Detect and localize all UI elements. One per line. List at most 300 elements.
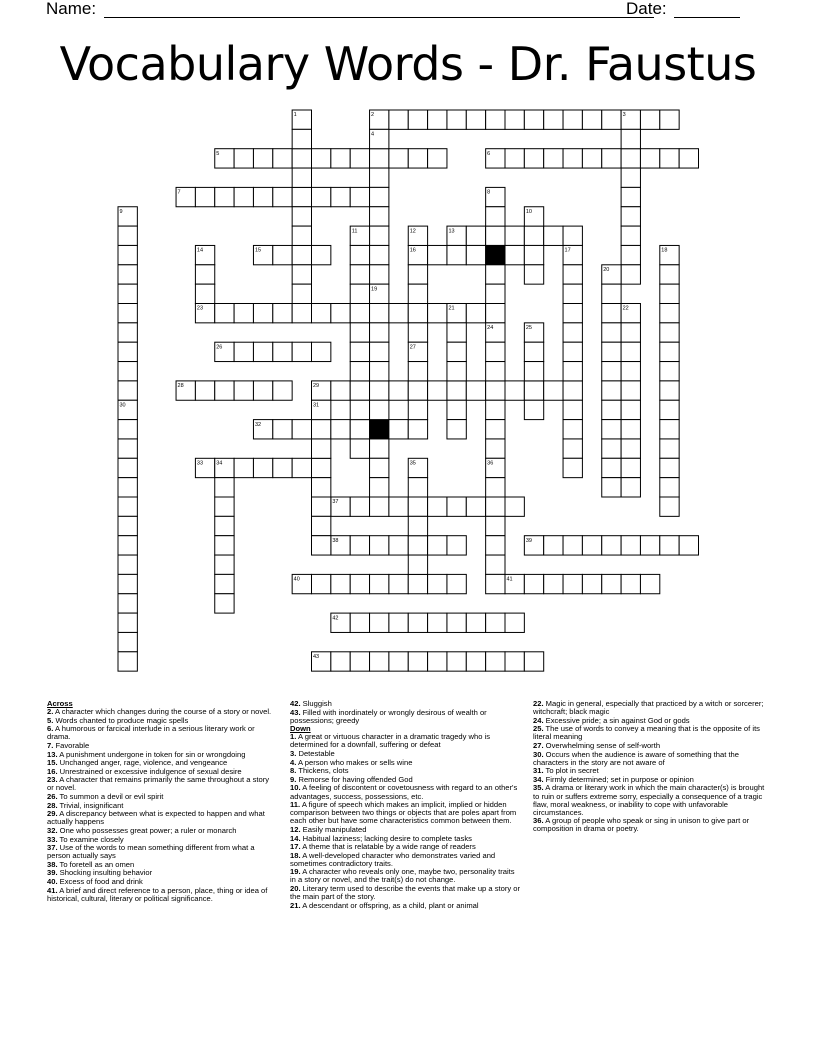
crossword-cell[interactable] — [215, 536, 234, 555]
crossword-cell[interactable] — [602, 458, 621, 477]
crossword-cell[interactable] — [602, 323, 621, 342]
crossword-cell[interactable] — [660, 362, 679, 381]
crossword-cell[interactable] — [370, 381, 389, 400]
crossword-cell[interactable] — [370, 342, 389, 361]
crossword-cell[interactable] — [524, 265, 543, 284]
crossword-cell[interactable] — [486, 497, 505, 516]
crossword-cell[interactable] — [486, 110, 505, 129]
crossword-cell[interactable] — [389, 381, 408, 400]
crossword-cell[interactable] — [505, 613, 524, 632]
crossword-cell[interactable] — [118, 516, 137, 535]
crossword-cell[interactable] — [389, 652, 408, 671]
crossword-cell[interactable] — [195, 187, 214, 206]
crossword-cell[interactable] — [273, 342, 292, 361]
crossword-cell[interactable] — [640, 149, 659, 168]
crossword-cell[interactable] — [602, 478, 621, 497]
crossword-cell[interactable] — [505, 245, 524, 264]
crossword-cell[interactable] — [466, 304, 485, 323]
crossword-cell[interactable] — [118, 555, 137, 574]
crossword-cell[interactable] — [582, 536, 601, 555]
crossword-cell[interactable] — [660, 400, 679, 419]
crossword-cell[interactable] — [408, 536, 427, 555]
crossword-cell[interactable] — [524, 574, 543, 593]
crossword-cell[interactable] — [486, 381, 505, 400]
crossword-cell[interactable] — [428, 536, 447, 555]
crossword-cell[interactable] — [466, 652, 485, 671]
crossword-cell[interactable] — [118, 652, 137, 671]
crossword-cell[interactable] — [563, 536, 582, 555]
crossword-cell[interactable] — [389, 613, 408, 632]
crossword-cell[interactable] — [118, 458, 137, 477]
crossword-cell[interactable] — [350, 497, 369, 516]
crossword-cell[interactable] — [602, 439, 621, 458]
crossword-cell[interactable] — [350, 420, 369, 439]
crossword-cell[interactable] — [621, 226, 640, 245]
crossword-cell[interactable] — [602, 304, 621, 323]
crossword-cell[interactable] — [350, 323, 369, 342]
crossword-cell[interactable] — [486, 226, 505, 245]
crossword-cell[interactable] — [524, 652, 543, 671]
crossword-cell[interactable] — [408, 110, 427, 129]
crossword-cell[interactable] — [292, 265, 311, 284]
crossword-cell[interactable] — [350, 536, 369, 555]
crossword-cell[interactable] — [312, 497, 331, 516]
crossword-cell[interactable] — [621, 245, 640, 264]
crossword-cell[interactable] — [408, 304, 427, 323]
crossword-cell[interactable] — [273, 187, 292, 206]
crossword-cell[interactable] — [660, 304, 679, 323]
crossword-cell[interactable] — [350, 381, 369, 400]
crossword-cell[interactable] — [447, 400, 466, 419]
crossword-cell[interactable] — [582, 149, 601, 168]
crossword-cell[interactable] — [408, 400, 427, 419]
crossword-cell[interactable] — [292, 458, 311, 477]
crossword-cell[interactable] — [312, 536, 331, 555]
crossword-cell[interactable] — [602, 400, 621, 419]
crossword-cell[interactable] — [563, 420, 582, 439]
crossword-cell[interactable] — [370, 536, 389, 555]
crossword-cell[interactable] — [486, 420, 505, 439]
crossword-cell[interactable] — [524, 381, 543, 400]
crossword-cell[interactable] — [118, 497, 137, 516]
crossword-cell[interactable] — [273, 245, 292, 264]
crossword-cell[interactable] — [563, 265, 582, 284]
crossword-cell[interactable] — [621, 187, 640, 206]
crossword-cell[interactable] — [486, 478, 505, 497]
crossword-cell[interactable] — [621, 265, 640, 284]
crossword-cell[interactable] — [370, 362, 389, 381]
crossword-cell[interactable] — [602, 420, 621, 439]
crossword-cell[interactable] — [408, 323, 427, 342]
crossword-cell[interactable] — [350, 613, 369, 632]
crossword-cell[interactable] — [679, 149, 698, 168]
crossword-cell[interactable] — [621, 458, 640, 477]
crossword-cell[interactable] — [563, 362, 582, 381]
crossword-cell[interactable] — [389, 574, 408, 593]
crossword-cell[interactable] — [660, 420, 679, 439]
crossword-cell[interactable] — [389, 110, 408, 129]
crossword-cell[interactable] — [447, 536, 466, 555]
crossword-cell[interactable] — [234, 342, 253, 361]
crossword-cell[interactable] — [331, 304, 350, 323]
crossword-cell[interactable] — [273, 381, 292, 400]
crossword-cell[interactable] — [408, 478, 427, 497]
crossword-cell[interactable] — [215, 574, 234, 593]
crossword-cell[interactable] — [679, 536, 698, 555]
crossword-cell[interactable] — [621, 439, 640, 458]
crossword-cell[interactable] — [253, 149, 272, 168]
crossword-cell[interactable] — [312, 187, 331, 206]
crossword-cell[interactable] — [563, 284, 582, 303]
crossword-cell[interactable] — [486, 284, 505, 303]
crossword-cell[interactable] — [370, 439, 389, 458]
crossword-cell[interactable] — [486, 555, 505, 574]
crossword-cell[interactable] — [563, 458, 582, 477]
crossword-cell[interactable] — [331, 652, 350, 671]
crossword-cell[interactable] — [350, 284, 369, 303]
crossword-cell[interactable] — [486, 207, 505, 226]
crossword-cell[interactable] — [563, 323, 582, 342]
crossword-cell[interactable] — [408, 555, 427, 574]
crossword-cell[interactable] — [428, 110, 447, 129]
crossword-cell[interactable] — [118, 381, 137, 400]
crossword-cell[interactable] — [234, 458, 253, 477]
crossword-cell[interactable] — [544, 110, 563, 129]
crossword-cell[interactable] — [640, 110, 659, 129]
crossword-cell[interactable] — [350, 400, 369, 419]
crossword-cell[interactable] — [486, 613, 505, 632]
crossword-cell[interactable] — [621, 362, 640, 381]
crossword-cell[interactable] — [312, 245, 331, 264]
crossword-cell[interactable] — [292, 245, 311, 264]
crossword-cell[interactable] — [370, 226, 389, 245]
crossword-cell[interactable] — [660, 497, 679, 516]
crossword-cell[interactable] — [118, 226, 137, 245]
crossword-cell[interactable] — [563, 381, 582, 400]
crossword-cell[interactable] — [118, 342, 137, 361]
crossword-cell[interactable] — [486, 400, 505, 419]
crossword-cell[interactable] — [602, 574, 621, 593]
crossword-cell[interactable] — [118, 265, 137, 284]
crossword-cell[interactable] — [544, 574, 563, 593]
crossword-cell[interactable] — [563, 149, 582, 168]
crossword-cell[interactable] — [621, 342, 640, 361]
crossword-cell[interactable] — [505, 226, 524, 245]
crossword-cell[interactable] — [118, 245, 137, 264]
crossword-cell[interactable] — [292, 149, 311, 168]
crossword-cell[interactable] — [486, 536, 505, 555]
crossword-cell[interactable] — [370, 652, 389, 671]
crossword-cell[interactable] — [524, 245, 543, 264]
crossword-cell[interactable] — [253, 381, 272, 400]
crossword-cell[interactable] — [660, 536, 679, 555]
crossword-cell[interactable] — [563, 226, 582, 245]
crossword-cell[interactable] — [215, 497, 234, 516]
crossword-cell[interactable] — [312, 342, 331, 361]
crossword-cell[interactable] — [505, 652, 524, 671]
crossword-cell[interactable] — [660, 342, 679, 361]
crossword-cell[interactable] — [331, 149, 350, 168]
crossword-cell[interactable] — [370, 497, 389, 516]
crossword-cell[interactable] — [660, 458, 679, 477]
crossword-cell[interactable] — [273, 458, 292, 477]
crossword-cell[interactable] — [292, 187, 311, 206]
crossword-cell[interactable] — [118, 632, 137, 651]
crossword-cell[interactable] — [118, 420, 137, 439]
crossword-cell[interactable] — [563, 342, 582, 361]
crossword-cell[interactable] — [640, 536, 659, 555]
crossword-cell[interactable] — [370, 265, 389, 284]
crossword-cell[interactable] — [118, 594, 137, 613]
crossword-cell[interactable] — [602, 536, 621, 555]
crossword-cell[interactable] — [621, 323, 640, 342]
crossword-cell[interactable] — [370, 304, 389, 323]
crossword-cell[interactable] — [524, 342, 543, 361]
crossword-cell[interactable] — [312, 574, 331, 593]
crossword-cell[interactable] — [389, 420, 408, 439]
crossword-cell[interactable] — [602, 284, 621, 303]
crossword-cell[interactable] — [370, 207, 389, 226]
crossword-cell[interactable] — [350, 304, 369, 323]
crossword-cell[interactable] — [215, 304, 234, 323]
crossword-cell[interactable] — [118, 478, 137, 497]
crossword-cell[interactable] — [331, 381, 350, 400]
crossword-cell[interactable] — [389, 149, 408, 168]
crossword-cell[interactable] — [408, 284, 427, 303]
crossword-cell[interactable] — [389, 536, 408, 555]
crossword-cell[interactable] — [312, 304, 331, 323]
crossword-cell[interactable] — [466, 110, 485, 129]
crossword-cell[interactable] — [447, 362, 466, 381]
crossword-cell[interactable] — [292, 420, 311, 439]
crossword-cell[interactable] — [292, 284, 311, 303]
crossword-cell[interactable] — [563, 400, 582, 419]
crossword-cell[interactable] — [544, 381, 563, 400]
crossword-cell[interactable] — [292, 304, 311, 323]
crossword-cell[interactable] — [331, 420, 350, 439]
crossword-cell[interactable] — [370, 458, 389, 477]
crossword-cell[interactable] — [640, 574, 659, 593]
crossword-cell[interactable] — [428, 149, 447, 168]
crossword-cell[interactable] — [118, 536, 137, 555]
crossword-cell[interactable] — [350, 149, 369, 168]
crossword-cell[interactable] — [486, 439, 505, 458]
crossword-cell[interactable] — [524, 149, 543, 168]
crossword-cell[interactable] — [466, 226, 485, 245]
crossword-cell[interactable] — [486, 304, 505, 323]
crossword-cell[interactable] — [621, 168, 640, 187]
crossword-cell[interactable] — [312, 516, 331, 535]
crossword-cell[interactable] — [389, 304, 408, 323]
crossword-cell[interactable] — [118, 323, 137, 342]
crossword-cell[interactable] — [408, 362, 427, 381]
crossword-cell[interactable] — [486, 265, 505, 284]
crossword-cell[interactable] — [292, 226, 311, 245]
crossword-cell[interactable] — [660, 439, 679, 458]
crossword-cell[interactable] — [350, 342, 369, 361]
crossword-cell[interactable] — [563, 304, 582, 323]
crossword-cell[interactable] — [350, 652, 369, 671]
crossword-cell[interactable] — [350, 265, 369, 284]
crossword-cell[interactable] — [195, 265, 214, 284]
crossword-cell[interactable] — [350, 362, 369, 381]
crossword-cell[interactable] — [195, 284, 214, 303]
crossword-cell[interactable] — [486, 362, 505, 381]
crossword-cell[interactable] — [428, 652, 447, 671]
crossword-cell[interactable] — [466, 381, 485, 400]
crossword-cell[interactable] — [253, 304, 272, 323]
crossword-cell[interactable] — [447, 323, 466, 342]
crossword-cell[interactable] — [408, 516, 427, 535]
crossword-cell[interactable] — [505, 149, 524, 168]
crossword-cell[interactable] — [331, 574, 350, 593]
crossword-cell[interactable] — [408, 149, 427, 168]
crossword-cell[interactable] — [602, 149, 621, 168]
crossword-cell[interactable] — [408, 574, 427, 593]
crossword-cell[interactable] — [544, 149, 563, 168]
crossword-cell[interactable] — [563, 439, 582, 458]
crossword-cell[interactable] — [234, 304, 253, 323]
crossword-cell[interactable] — [370, 400, 389, 419]
crossword-cell[interactable] — [370, 187, 389, 206]
crossword-cell[interactable] — [215, 594, 234, 613]
crossword-cell[interactable] — [312, 439, 331, 458]
crossword-cell[interactable] — [428, 497, 447, 516]
crossword-cell[interactable] — [524, 400, 543, 419]
crossword-cell[interactable] — [660, 110, 679, 129]
crossword-cell[interactable] — [660, 478, 679, 497]
crossword-cell[interactable] — [234, 381, 253, 400]
crossword-cell[interactable] — [466, 613, 485, 632]
crossword-cell[interactable] — [660, 149, 679, 168]
crossword-cell[interactable] — [447, 110, 466, 129]
crossword-cell[interactable] — [273, 304, 292, 323]
crossword-cell[interactable] — [370, 149, 389, 168]
crossword-cell[interactable] — [215, 478, 234, 497]
crossword-cell[interactable] — [408, 613, 427, 632]
crossword-cell[interactable] — [447, 574, 466, 593]
crossword-cell[interactable] — [370, 245, 389, 264]
crossword-cell[interactable] — [428, 381, 447, 400]
crossword-cell[interactable] — [621, 400, 640, 419]
crossword-cell[interactable] — [292, 207, 311, 226]
crossword-cell[interactable] — [312, 458, 331, 477]
crossword-cell[interactable] — [505, 497, 524, 516]
crossword-cell[interactable] — [486, 652, 505, 671]
crossword-cell[interactable] — [370, 323, 389, 342]
crossword-cell[interactable] — [582, 110, 601, 129]
crossword-cell[interactable] — [621, 536, 640, 555]
crossword-cell[interactable] — [621, 207, 640, 226]
crossword-cell[interactable] — [195, 381, 214, 400]
crossword-cell[interactable] — [408, 381, 427, 400]
crossword-cell[interactable] — [660, 381, 679, 400]
crossword-cell[interactable] — [389, 497, 408, 516]
crossword-cell[interactable] — [563, 110, 582, 129]
crossword-cell[interactable] — [408, 497, 427, 516]
crossword-cell[interactable] — [486, 342, 505, 361]
crossword-cell[interactable] — [118, 284, 137, 303]
crossword-cell[interactable] — [660, 265, 679, 284]
crossword-cell[interactable] — [312, 478, 331, 497]
crossword-cell[interactable] — [621, 149, 640, 168]
crossword-cell[interactable] — [602, 342, 621, 361]
crossword-cell[interactable] — [428, 574, 447, 593]
crossword-cell[interactable] — [215, 187, 234, 206]
crossword-cell[interactable] — [118, 574, 137, 593]
crossword-cell[interactable] — [447, 342, 466, 361]
crossword-cell[interactable] — [621, 381, 640, 400]
crossword-cell[interactable] — [215, 516, 234, 535]
crossword-cell[interactable] — [253, 458, 272, 477]
crossword-cell[interactable] — [253, 187, 272, 206]
crossword-cell[interactable] — [331, 187, 350, 206]
crossword-cell[interactable] — [505, 381, 524, 400]
crossword-cell[interactable] — [428, 304, 447, 323]
crossword-cell[interactable] — [273, 420, 292, 439]
crossword-cell[interactable] — [234, 149, 253, 168]
crossword-cell[interactable] — [486, 574, 505, 593]
crossword-cell[interactable] — [447, 245, 466, 264]
crossword-cell[interactable] — [524, 110, 543, 129]
crossword-cell[interactable] — [621, 420, 640, 439]
crossword-cell[interactable] — [660, 323, 679, 342]
crossword-cell[interactable] — [447, 497, 466, 516]
crossword-cell[interactable] — [602, 381, 621, 400]
crossword-cell[interactable] — [350, 439, 369, 458]
crossword-cell[interactable] — [370, 168, 389, 187]
crossword-cell[interactable] — [660, 284, 679, 303]
crossword-cell[interactable] — [350, 187, 369, 206]
crossword-cell[interactable] — [447, 652, 466, 671]
crossword-cell[interactable] — [370, 478, 389, 497]
crossword-cell[interactable] — [466, 245, 485, 264]
crossword-cell[interactable] — [118, 304, 137, 323]
crossword-cell[interactable] — [312, 420, 331, 439]
crossword-cell[interactable] — [602, 362, 621, 381]
crossword-cell[interactable] — [621, 478, 640, 497]
crossword-cell[interactable] — [215, 555, 234, 574]
crossword-cell[interactable] — [118, 362, 137, 381]
crossword-cell[interactable] — [447, 420, 466, 439]
crossword-cell[interactable] — [350, 245, 369, 264]
crossword-cell[interactable] — [312, 149, 331, 168]
crossword-cell[interactable] — [292, 342, 311, 361]
crossword-cell[interactable] — [505, 110, 524, 129]
crossword-cell[interactable] — [602, 110, 621, 129]
crossword-cell[interactable] — [544, 536, 563, 555]
crossword-cell[interactable] — [292, 168, 311, 187]
crossword-cell[interactable] — [428, 613, 447, 632]
crossword-cell[interactable] — [118, 613, 137, 632]
crossword-cell[interactable] — [582, 574, 601, 593]
crossword-cell[interactable] — [408, 265, 427, 284]
crossword-cell[interactable] — [350, 574, 369, 593]
crossword-cell[interactable] — [486, 516, 505, 535]
crossword-cell[interactable] — [370, 574, 389, 593]
crossword-cell[interactable] — [563, 574, 582, 593]
crossword-cell[interactable] — [621, 129, 640, 148]
crossword-cell[interactable] — [447, 381, 466, 400]
crossword-cell[interactable] — [408, 652, 427, 671]
crossword-cell[interactable] — [253, 342, 272, 361]
crossword-cell[interactable] — [621, 574, 640, 593]
crossword-cell[interactable] — [544, 226, 563, 245]
crossword-cell[interactable] — [524, 226, 543, 245]
crossword-cell[interactable] — [370, 613, 389, 632]
crossword-cell[interactable] — [118, 439, 137, 458]
crossword-cell[interactable] — [524, 362, 543, 381]
